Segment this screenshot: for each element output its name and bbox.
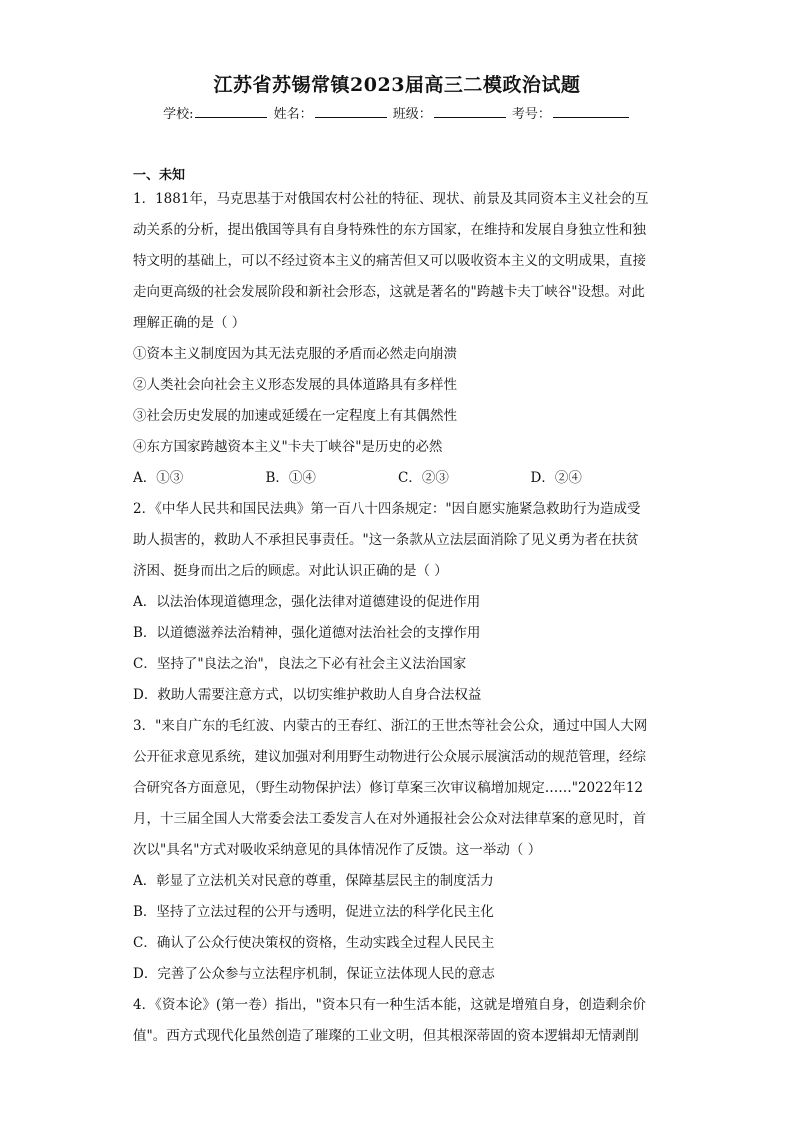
exam-number-label: 考号： <box>511 107 551 122</box>
answer-options <box>133 463 663 494</box>
question-2 <box>133 494 663 711</box>
option-a[interactable]: A．以法治体现道德理念，强化法律对道德建设的促进作用 <box>133 594 481 610</box>
statement-item: ②人类社会向社会主义形态发展的具体道路具有多样性 <box>133 377 457 393</box>
questions <box>133 184 663 1052</box>
exam-number-blank[interactable] <box>553 105 629 118</box>
option-a[interactable]: A．彰显了立法机关对民意的尊重，保障基层民主的制度活力 <box>133 873 494 889</box>
question-text-line: 公开征求意见系统，建议加强对利用野生动物进行公众展示展演活动的规范管理，经综 <box>133 749 646 765</box>
question-text-line: 特文明的基础上，可以不经过资本主义的痛苦但又可以吸收资本主义的文明成果，直接 <box>133 253 646 269</box>
statement-item: ④东方国家跨越资本主义"卡夫丁峡谷"是历史的必然 <box>133 439 443 455</box>
exam-title: 江苏省苏锡常镇2023届高三二模政治试题 <box>213 74 581 96</box>
statement-item: ③社会历史发展的加速或延缓在一定程度上有其偶然性 <box>133 408 457 424</box>
student-info-line <box>0 103 794 122</box>
question-4 <box>133 990 663 1052</box>
school-label: 学校: <box>163 107 194 122</box>
question-text-line: 月，十三届全国人大常委会法工委发言人在对外通报社会公众对法律草案的意见时，首 <box>133 811 646 827</box>
statement-item: ①资本主义制度因为其无法克服的矛盾而必然走向崩溃 <box>133 346 457 362</box>
question-text-line: 理解正确的是（ ） <box>133 315 246 331</box>
option-d[interactable]: D．②④ <box>530 470 582 486</box>
section-heading: 一、未知 <box>133 168 186 183</box>
question-text-line: 4．《资本论》(第一卷）指出，"资本只有一种生活本能，这就是增殖自身，创造剩余价 <box>133 997 646 1013</box>
name-blank[interactable] <box>315 105 387 118</box>
question-text-line: 1．1881年，马克思基于对俄国农村公社的特征、现状、前景及其同资本主义社会的互 <box>133 191 649 207</box>
question-text-line: 2．《中华人民共和国民法典》第一百八十四条规定："因自愿实施紧急救助行为造成受 <box>133 501 641 517</box>
option-d[interactable]: D．救助人需要注意方式，以切实维护救助人自身合法权益 <box>133 687 482 703</box>
option-b[interactable]: B．①④ <box>265 470 316 486</box>
question-3 <box>133 711 663 990</box>
class-label: 班级： <box>392 107 432 122</box>
school-blank[interactable] <box>195 105 267 118</box>
option-d[interactable]: D．完善了公众参与立法程序机制，保证立法体现人民的意志 <box>133 966 495 982</box>
question-text-line: 动关系的分析，提出俄国等具有自身特殊性的东方国家，在维持和发展自身独立性和独 <box>133 222 646 238</box>
option-c[interactable]: C．确认了公众行使决策权的资格，生动实践全过程人民民主 <box>133 935 495 951</box>
option-b[interactable]: B．坚持了立法过程的公开与透明，促进立法的科学化民主化 <box>133 904 494 920</box>
option-a[interactable]: A．①③ <box>133 470 184 486</box>
question-text-line: 合研究各方面意见，（野生动物保护法）修订草案三次审议稿增加规定……"2022年12 <box>133 780 643 796</box>
question-text-line: 走向更高级的社会发展阶段和新社会形态，这就是著名的"跨越卡夫丁峡谷"设想。对此 <box>133 284 645 300</box>
question-text-line: 济困、挺身而出之后的顾虑。对此认识正确的是（ ） <box>133 563 448 579</box>
name-label: 姓名： <box>273 107 313 122</box>
option-c[interactable]: C．坚持了"良法之治"，良法之下必有社会主义法治国家 <box>133 656 467 672</box>
question-text-line: 助人损害的，救助人不承担民事责任。"这一条款从立法层面消除了见义勇为者在扶贫 <box>133 532 639 548</box>
question-text-line: 次以"具名"方式对吸收采纳意见的具体情况作了反馈。这一举动（ ） <box>133 842 542 858</box>
option-b[interactable]: B．以道德滋养法治精神，强化道德对法治社会的支撑作用 <box>133 625 481 641</box>
question-text-line: 值"。西方式现代化虽然创造了璀璨的工业文明，但其根深蒂固的资本逻辑却无情剥削 <box>133 1028 639 1044</box>
question-1 <box>133 184 663 494</box>
question-text-line: 3．"来自广东的毛红波、内蒙古的王春红、浙江的王世杰等社会公众，通过中国人大网 <box>133 718 648 734</box>
option-c[interactable]: C．②③ <box>398 470 449 486</box>
class-blank[interactable] <box>434 105 506 118</box>
